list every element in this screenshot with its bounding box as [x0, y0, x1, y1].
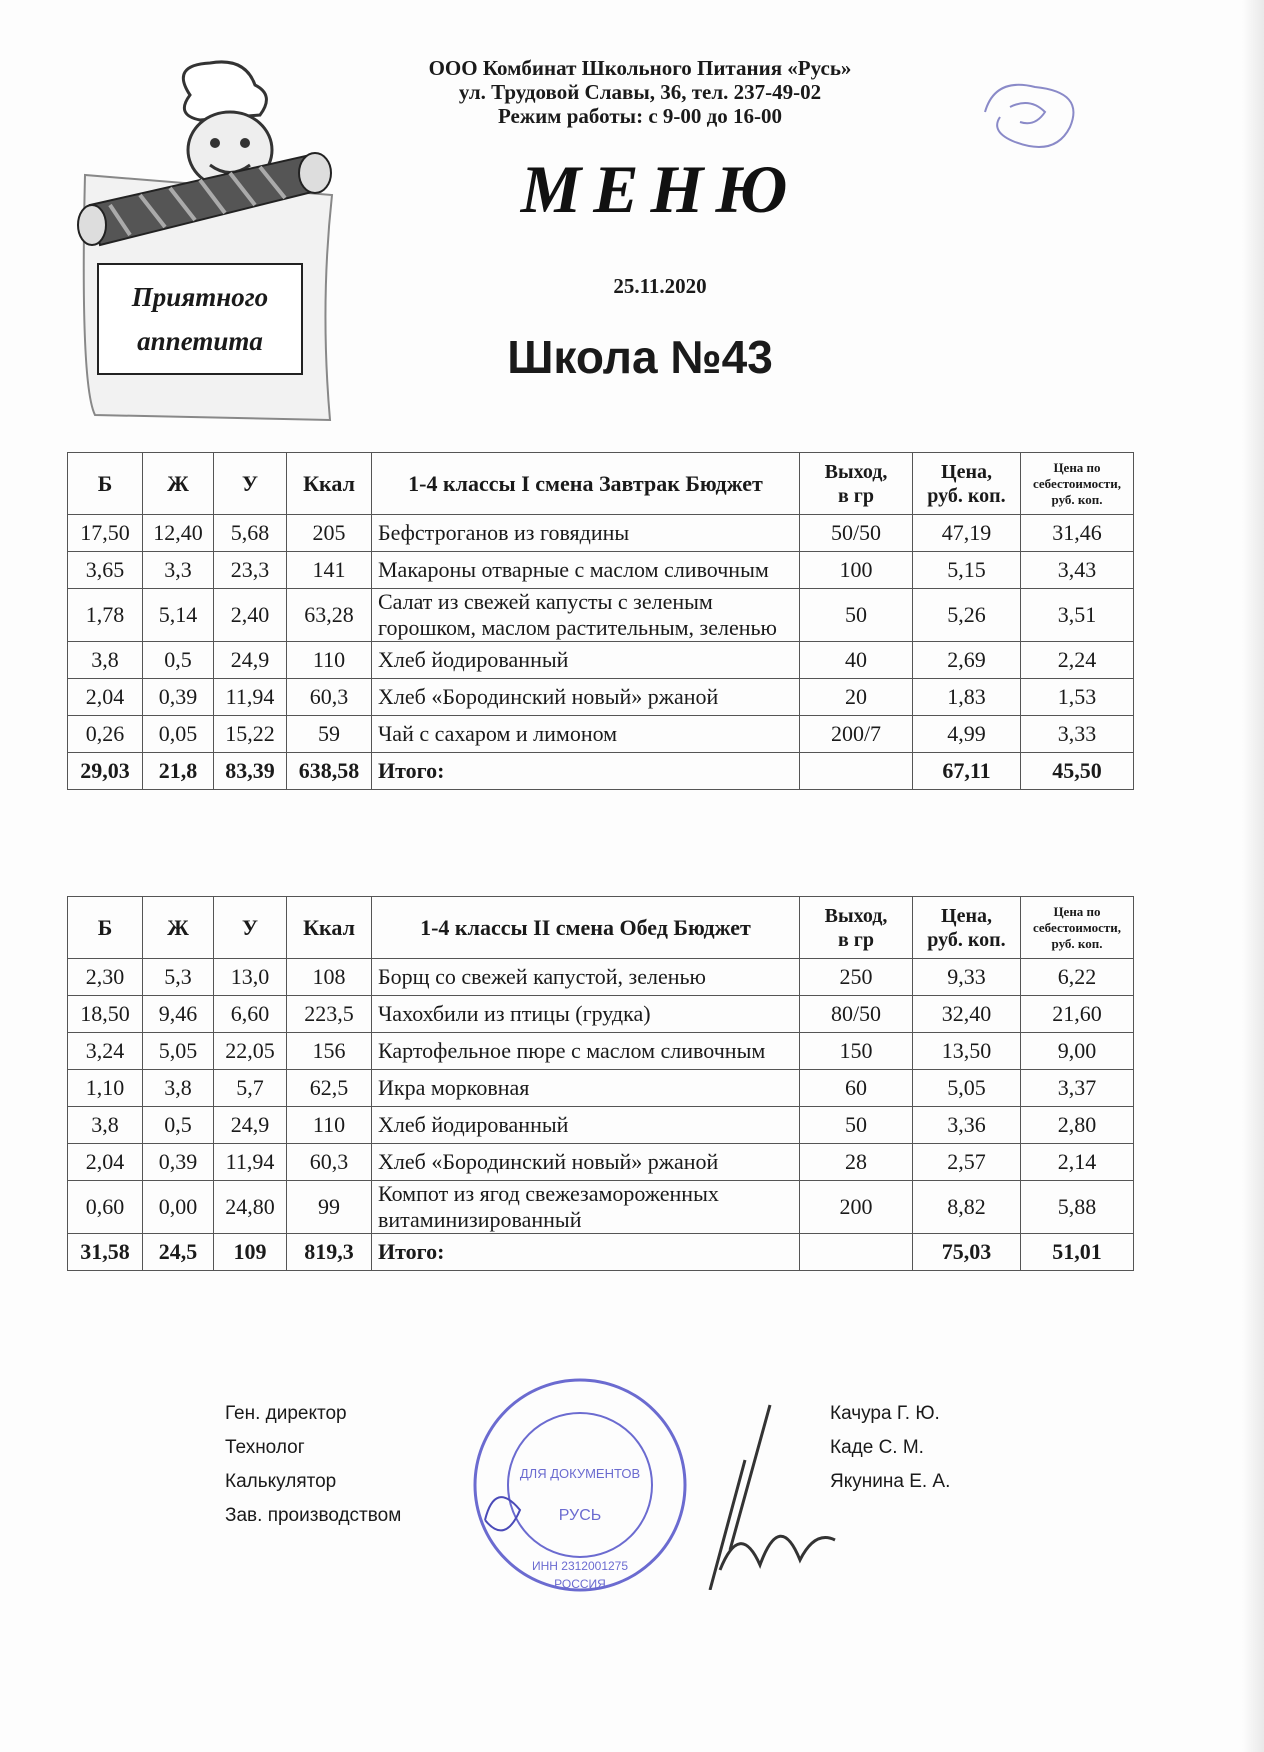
cell-kcal: 60,3: [287, 679, 372, 716]
cell-cost: 2,24: [1021, 642, 1134, 679]
table-row: [68, 552, 1134, 589]
cell-kcal: 110: [287, 642, 372, 679]
cell-kcal: 59: [287, 716, 372, 753]
lunch-title: 1-4 классы II смена Обед Бюджет: [372, 897, 800, 959]
col-yield-line1: Выход,: [824, 460, 888, 483]
menu-date: 25.11.2020: [613, 274, 707, 298]
company-header: [380, 56, 900, 128]
signature-names: [830, 1397, 950, 1499]
cell-name: Хлеб йодированный: [372, 642, 800, 679]
table-row: [68, 996, 1134, 1033]
cell-zh: 0,5: [143, 642, 214, 679]
col-yield: [800, 453, 913, 515]
cell-u: 5,68: [214, 515, 287, 552]
cell-price: 47,19: [913, 515, 1021, 552]
cell-price: 32,40: [913, 996, 1021, 1033]
total-price: 67,11: [913, 753, 1021, 790]
col-yield: [800, 897, 913, 959]
col-kcal: Ккал: [287, 453, 372, 515]
cell-name: Салат из свежей капусты с зеленым горошком, маслом растительным, зеленью: [372, 589, 800, 642]
col-cost: [1021, 897, 1134, 959]
table-header-row: [68, 453, 1134, 515]
cell-kcal: 141: [287, 552, 372, 589]
logo-line-2: аппетита: [137, 326, 263, 356]
table-row: [68, 679, 1134, 716]
cell-yield: 150: [800, 1033, 913, 1070]
total-label: Итого:: [372, 753, 800, 790]
lunch-table: [67, 896, 1134, 1271]
cell-zh: 3,8: [143, 1070, 214, 1107]
cell-zh: 0,39: [143, 1144, 214, 1181]
name-calculator: Якунина Е. А.: [830, 1471, 951, 1492]
company-hours: Режим работы: с 9-00 до 16-00: [497, 104, 782, 128]
cell-zh: 0,5: [143, 1107, 214, 1144]
cell-price: 2,57: [913, 1144, 1021, 1181]
total-label: Итого:: [372, 1234, 800, 1271]
stamp-center-text: ДЛЯ ДОКУМЕНТОВ: [519, 1466, 641, 1481]
table-row: [68, 1181, 1134, 1234]
bon-appetit-box: [97, 263, 303, 375]
cell-yield: 200: [800, 1181, 913, 1234]
cell-name: Хлеб «Бородинский новый» ржаной: [372, 679, 800, 716]
table-header-row: [68, 897, 1134, 959]
cell-name: Икра морковная: [372, 1070, 800, 1107]
col-cost: [1021, 453, 1134, 515]
cell-u: 2,40: [214, 589, 287, 642]
cell-zh: 12,40: [143, 515, 214, 552]
col-cost-line1: Цена по: [1053, 903, 1101, 919]
cell-kcal: 108: [287, 959, 372, 996]
cell-cost: 3,37: [1021, 1070, 1134, 1107]
cell-u: 5,7: [214, 1070, 287, 1107]
cell-b: 2,04: [68, 679, 143, 716]
stamp-word: РУСЬ: [558, 1507, 602, 1524]
table-row: [68, 716, 1134, 753]
cell-b: 18,50: [68, 996, 143, 1033]
cell-zh: 0,05: [143, 716, 214, 753]
col-yield-line1: Выход,: [824, 904, 888, 927]
cell-b: 0,60: [68, 1181, 143, 1234]
signature-positions: [225, 1397, 401, 1533]
col-cost-line1: Цена по: [1053, 459, 1101, 475]
cell-b: 2,04: [68, 1144, 143, 1181]
total-cost: 51,01: [1021, 1234, 1134, 1271]
col-price-line1: Цена,: [941, 904, 992, 927]
cell-price: 5,15: [913, 552, 1021, 589]
total-zh: 21,8: [143, 753, 214, 790]
total-empty: [800, 753, 913, 790]
position-production-head: Зав. производством: [225, 1505, 402, 1526]
cell-cost: 31,46: [1021, 515, 1134, 552]
stamp-inn: ИНН 2312001275: [531, 1559, 629, 1573]
col-b: Б: [68, 897, 143, 959]
total-cost: 45,50: [1021, 753, 1134, 790]
cell-kcal: 99: [287, 1181, 372, 1234]
cell-b: 3,8: [68, 642, 143, 679]
cell-b: 3,8: [68, 1107, 143, 1144]
col-u: У: [214, 897, 287, 959]
cell-zh: 9,46: [143, 996, 214, 1033]
cell-kcal: 223,5: [287, 996, 372, 1033]
cell-name: Картофельное пюре с маслом сливочным: [372, 1033, 800, 1070]
stamp-country: РОССИЯ: [554, 1577, 606, 1591]
cell-cost: 2,80: [1021, 1107, 1134, 1144]
cell-b: 1,78: [68, 589, 143, 642]
cell-cost: 5,88: [1021, 1181, 1134, 1234]
total-zh: 24,5: [143, 1234, 214, 1271]
cell-name: Хлеб «Бородинский новый» ржаной: [372, 1144, 800, 1181]
cell-u: 11,94: [214, 1144, 287, 1181]
table-row: [68, 1144, 1134, 1181]
page-edge-shadow: [1242, 0, 1264, 1752]
school-name: Школа №43: [507, 331, 773, 383]
cell-u: 24,9: [214, 642, 287, 679]
cell-cost: 9,00: [1021, 1033, 1134, 1070]
cell-name: Чай с сахаром и лимоном: [372, 716, 800, 753]
total-u: 83,39: [214, 753, 287, 790]
company-address: ул. Трудовой Славы, 36, тел. 237-49-02: [458, 80, 822, 104]
cell-name: Бефстроганов из говядины: [372, 515, 800, 552]
position-director: Ген. директор: [225, 1403, 347, 1424]
cell-zh: 0,39: [143, 679, 214, 716]
col-price-line1: Цена,: [941, 460, 992, 483]
cell-u: 15,22: [214, 716, 287, 753]
cell-zh: 5,14: [143, 589, 214, 642]
cell-cost: 6,22: [1021, 959, 1134, 996]
col-cost-line2: себестоимости,: [1032, 475, 1121, 491]
col-cost-line2: себестоимости,: [1032, 919, 1121, 935]
cell-b: 1,10: [68, 1070, 143, 1107]
col-zh: Ж: [143, 897, 214, 959]
table-row: [68, 1107, 1134, 1144]
cell-name: Компот из ягод свежезамороженных витаминизированный: [372, 1181, 800, 1234]
cell-yield: 40: [800, 642, 913, 679]
cell-u: 24,9: [214, 1107, 287, 1144]
cell-price: 1,83: [913, 679, 1021, 716]
cell-u: 24,80: [214, 1181, 287, 1234]
cell-yield: 28: [800, 1144, 913, 1181]
table-row: [68, 959, 1134, 996]
menu-title: МЕНЮ: [520, 151, 800, 227]
cell-kcal: 156: [287, 1033, 372, 1070]
cell-u: 22,05: [214, 1033, 287, 1070]
cell-kcal: 62,5: [287, 1070, 372, 1107]
cell-yield: 50/50: [800, 515, 913, 552]
col-price: [913, 897, 1021, 959]
cell-price: 2,69: [913, 642, 1021, 679]
cell-u: 13,0: [214, 959, 287, 996]
cell-yield: 200/7: [800, 716, 913, 753]
col-cost-line3: руб. коп.: [1051, 935, 1103, 951]
cell-zh: 5,05: [143, 1033, 214, 1070]
table-row: [68, 1033, 1134, 1070]
handwritten-signature-icon: [700, 1400, 840, 1590]
cell-cost: 21,60: [1021, 996, 1134, 1033]
cell-yield: 250: [800, 959, 913, 996]
position-technologist: Технолог: [225, 1437, 305, 1458]
cell-yield: 50: [800, 1107, 913, 1144]
total-row: [68, 1234, 1134, 1271]
cell-b: 0,26: [68, 716, 143, 753]
cell-kcal: 205: [287, 515, 372, 552]
cell-yield: 20: [800, 679, 913, 716]
col-price-line2: руб. коп.: [927, 484, 1006, 507]
scribble-mark-icon: [975, 72, 1095, 162]
cell-price: 9,33: [913, 959, 1021, 996]
cell-cost: 1,53: [1021, 679, 1134, 716]
cell-name: Чахохбили из птицы (грудка): [372, 996, 800, 1033]
cell-price: 5,05: [913, 1070, 1021, 1107]
cell-name: Хлеб йодированный: [372, 1107, 800, 1144]
table-row: [68, 642, 1134, 679]
cell-u: 11,94: [214, 679, 287, 716]
cell-b: 3,65: [68, 552, 143, 589]
col-u: У: [214, 453, 287, 515]
cell-cost: 3,43: [1021, 552, 1134, 589]
cell-yield: 50: [800, 589, 913, 642]
cell-u: 23,3: [214, 552, 287, 589]
cell-cost: 2,14: [1021, 1144, 1134, 1181]
col-yield-line2: в гр: [837, 484, 874, 507]
cell-yield: 80/50: [800, 996, 913, 1033]
cell-price: 4,99: [913, 716, 1021, 753]
cell-kcal: 60,3: [287, 1144, 372, 1181]
col-b: Б: [68, 453, 143, 515]
total-b: 31,58: [68, 1234, 143, 1271]
cell-cost: 3,51: [1021, 589, 1134, 642]
table-row: [68, 589, 1134, 642]
col-zh: Ж: [143, 453, 214, 515]
cell-price: 13,50: [913, 1033, 1021, 1070]
total-u: 109: [214, 1234, 287, 1271]
total-row: [68, 753, 1134, 790]
cell-price: 8,82: [913, 1181, 1021, 1234]
cell-yield: 60: [800, 1070, 913, 1107]
col-cost-line3: руб. коп.: [1051, 491, 1103, 507]
cell-b: 3,24: [68, 1033, 143, 1070]
cell-zh: 3,3: [143, 552, 214, 589]
col-kcal: Ккал: [287, 897, 372, 959]
cell-zh: 0,00: [143, 1181, 214, 1234]
col-yield-line2: в гр: [837, 928, 874, 951]
cell-yield: 100: [800, 552, 913, 589]
total-kcal: 819,3: [287, 1234, 372, 1271]
cell-kcal: 63,28: [287, 589, 372, 642]
cell-b: 17,50: [68, 515, 143, 552]
breakfast-title: 1-4 классы I смена Завтрак Бюджет: [372, 453, 800, 515]
cell-u: 6,60: [214, 996, 287, 1033]
company-name: ООО Комбинат Школьного Питания «Русь»: [428, 56, 852, 80]
name-technologist: Каде С. М.: [830, 1437, 924, 1458]
col-price-line2: руб. коп.: [927, 928, 1006, 951]
total-empty: [800, 1234, 913, 1271]
cell-name: Борщ со свежей капустой, зеленью: [372, 959, 800, 996]
name-director: Качура Г. Ю.: [830, 1403, 940, 1424]
col-price: [913, 453, 1021, 515]
total-price: 75,03: [913, 1234, 1021, 1271]
cell-name: Макароны отварные с маслом сливочным: [372, 552, 800, 589]
company-stamp-icon: [465, 1370, 695, 1600]
cell-b: 2,30: [68, 959, 143, 996]
total-kcal: 638,58: [287, 753, 372, 790]
cell-kcal: 110: [287, 1107, 372, 1144]
breakfast-table: [67, 452, 1134, 790]
cell-price: 5,26: [913, 589, 1021, 642]
table-row: [68, 1070, 1134, 1107]
cell-zh: 5,3: [143, 959, 214, 996]
logo-line-1: Приятного: [131, 282, 269, 312]
total-b: 29,03: [68, 753, 143, 790]
cell-price: 3,36: [913, 1107, 1021, 1144]
position-calculator: Калькулятор: [225, 1471, 337, 1492]
table-row: [68, 515, 1134, 552]
cell-cost: 3,33: [1021, 716, 1134, 753]
